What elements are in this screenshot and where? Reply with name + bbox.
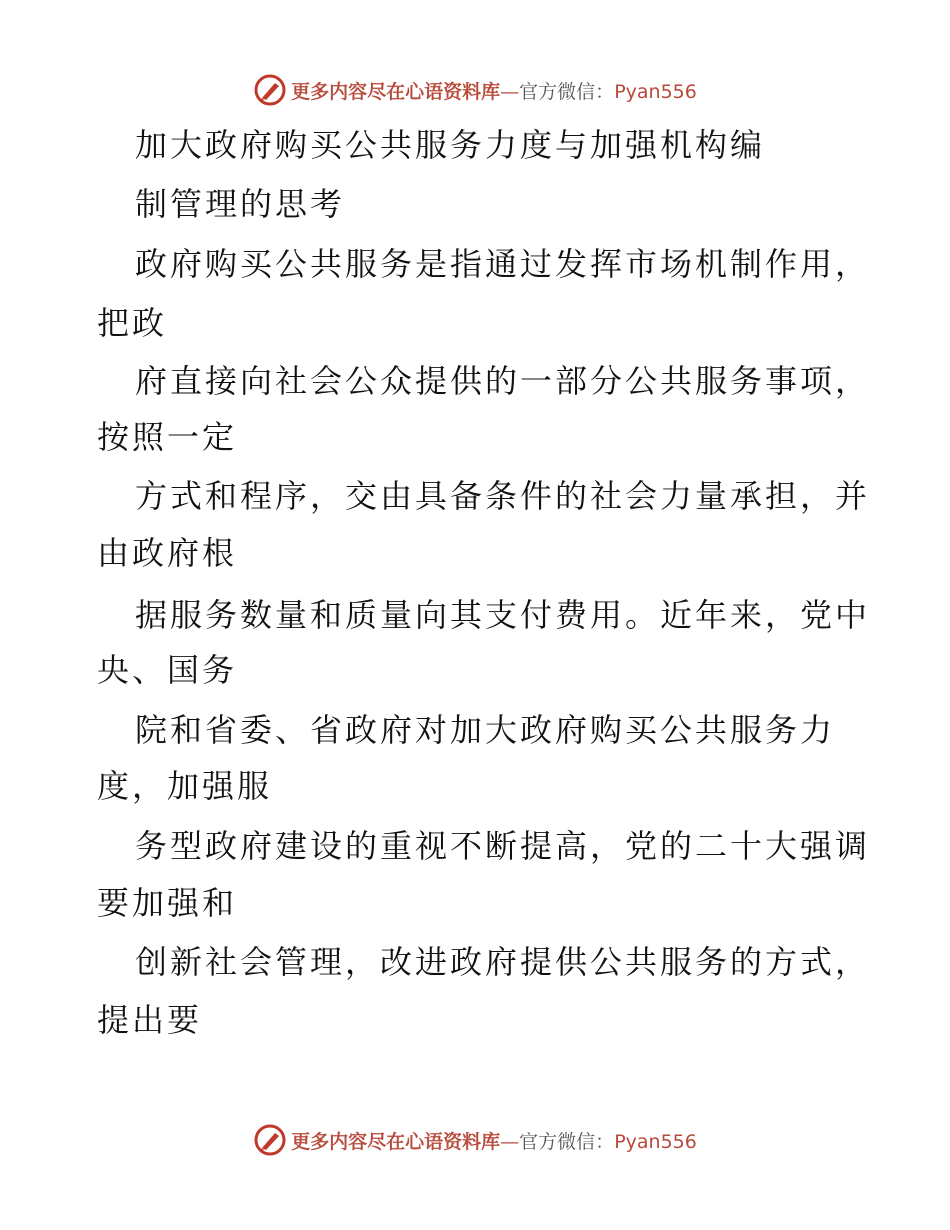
document-title-line-1: 加大政府购买公共服务力度与加强机构编 bbox=[135, 126, 766, 164]
paragraph-line: 方式和程序，交由具备条件的社会力量承担，并 bbox=[135, 477, 871, 515]
watermark-dash: — bbox=[500, 80, 520, 103]
paragraph-line: 把政 bbox=[97, 304, 168, 342]
paragraph-line: 按照一定 bbox=[97, 418, 238, 456]
watermark-header bbox=[0, 70, 950, 110]
watermark-title: 更多内容尽在心语资料库 bbox=[291, 80, 501, 103]
paragraph-line: 央、国务 bbox=[97, 651, 238, 689]
document-title-line-2: 制管理的思考 bbox=[135, 185, 346, 223]
pen-logo-icon bbox=[253, 73, 287, 107]
watermark-wechat-id: Pyan556 bbox=[614, 1130, 697, 1153]
paragraph-line: 院和省委、省政府对加大政府购买公共服务力 bbox=[135, 711, 836, 749]
watermark-wechat-label: 官方微信： bbox=[519, 80, 615, 103]
paragraph-line: 创新社会管理，改进政府提供公共服务的方式， bbox=[135, 943, 871, 981]
watermark-dash: — bbox=[500, 1130, 520, 1153]
paragraph-line: 务型政府建设的重视不断提高，党的二十大强调 bbox=[135, 827, 871, 865]
paragraph-line: 要加强和 bbox=[97, 884, 238, 922]
paragraph-line: 府直接向社会公众提供的一部分公共服务事项， bbox=[135, 362, 871, 400]
watermark-text bbox=[291, 77, 697, 104]
paragraph-line: 政府购买公共服务是指通过发挥市场机制作用， bbox=[135, 245, 871, 283]
watermark-title: 更多内容尽在心语资料库 bbox=[291, 1130, 501, 1153]
paragraph-line: 度，加强服 bbox=[97, 767, 273, 805]
paragraph-line: 提出要 bbox=[97, 1001, 203, 1039]
paragraph-line: 由政府根 bbox=[97, 534, 238, 572]
watermark-footer bbox=[0, 1120, 950, 1160]
watermark-text bbox=[291, 1127, 697, 1154]
watermark-wechat-id: Pyan556 bbox=[614, 80, 697, 103]
paragraph-line: 据服务数量和质量向其支付费用。近年来，党中 bbox=[135, 596, 871, 634]
watermark-wechat-label: 官方微信： bbox=[519, 1130, 615, 1153]
pen-logo-icon bbox=[253, 1123, 287, 1157]
